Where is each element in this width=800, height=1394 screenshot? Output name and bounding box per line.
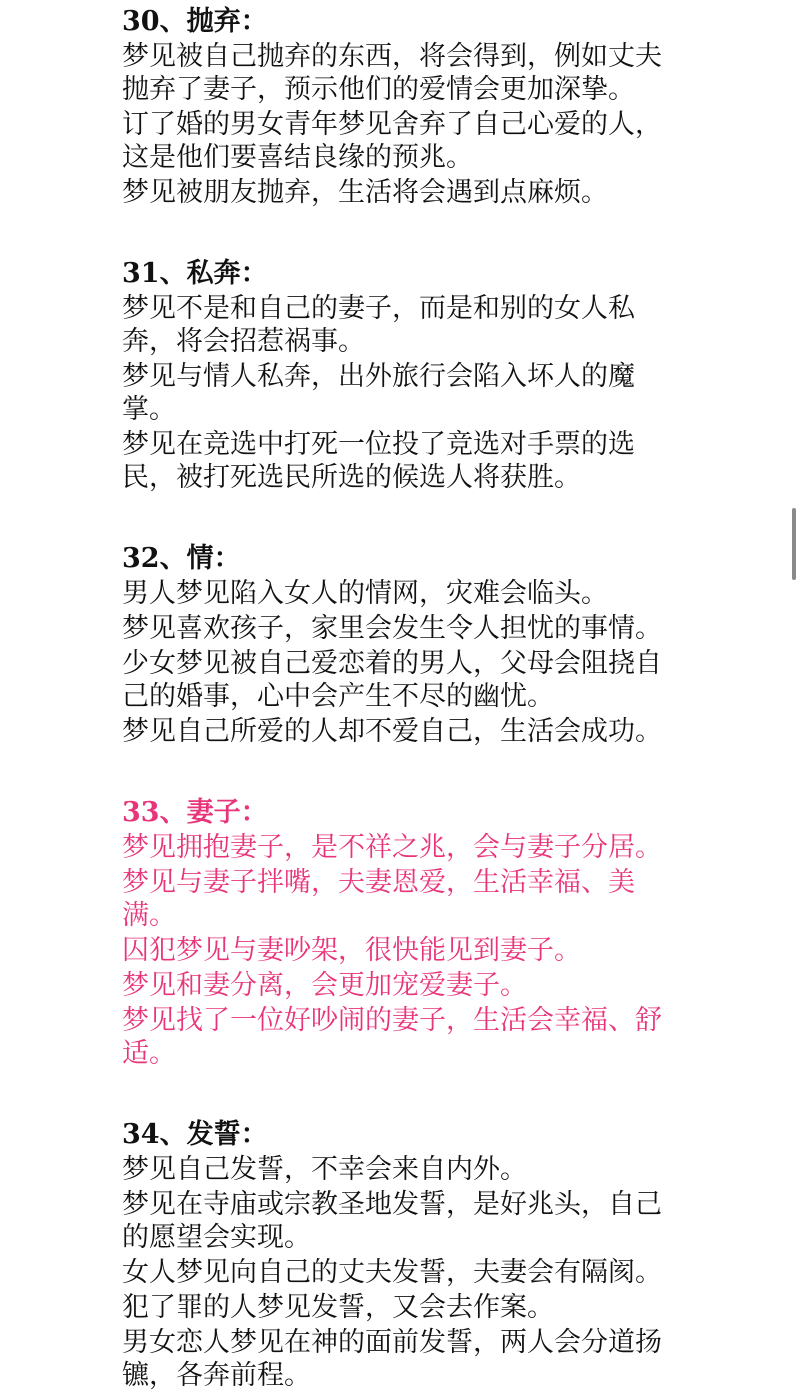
paragraph: 梦见和妻分离，会更加宠爱妻子。 — [122, 970, 527, 1001]
paragraph: 梦见自己发誓，不幸会来自内外。 — [122, 1154, 527, 1185]
section-heading: 33、妻子： — [122, 797, 268, 828]
section-32-love — [122, 541, 682, 748]
paragraph: 少女梦见被自己爱恋着的男人，父母会阻挠自己的婚事，心中会产生不尽的幽忧。 — [122, 648, 662, 712]
paragraph: 订了婚的男女青年梦见舍弃了自己心爱的人，这是他们要喜结良缘的预兆。 — [122, 109, 662, 173]
paragraph: 男人梦见陷入女人的情网，灾难会临头。 — [122, 578, 608, 609]
section-heading: 32、情： — [122, 543, 241, 574]
section-gap — [122, 496, 682, 541]
section-heading: 31、私奔： — [122, 258, 268, 289]
vertical-scrollbar[interactable] — [792, 508, 796, 580]
paragraph: 梦见找了一位好吵闹的妻子，生活会幸福、舒适。 — [122, 1005, 662, 1069]
section-33-wife — [122, 795, 682, 1070]
paragraph: 梦见在竞选中打死一位投了竞选对手票的选民，被打死选民所选的候选人将获胜。 — [122, 429, 635, 493]
paragraph: 囚犯梦见与妻吵架，很快能见到妻子。 — [122, 935, 581, 966]
paragraph: 梦见被朋友抛弃，生活将会遇到点麻烦。 — [122, 177, 608, 208]
paragraph: 女人梦见向自己的丈夫发誓，夫妻会有隔阂。 — [122, 1257, 662, 1288]
article-body — [122, 4, 682, 1394]
paragraph: 男女恋人梦见在神的面前发誓，两人会分道扬镳，各奔前程。 — [122, 1327, 662, 1391]
paragraph: 梦见与情人私奔，出外旅行会陷入坏人的魔掌。 — [122, 361, 635, 425]
section-31-elope — [122, 256, 682, 494]
section-heading: 30、抛弃： — [122, 6, 268, 37]
paragraph: 梦见与妻子拌嘴，夫妻恩爱，生活幸福、美满。 — [122, 867, 635, 931]
paragraph: 梦见自己所爱的人却不爱自己，生活会成功。 — [122, 716, 662, 747]
paragraph: 梦见在寺庙或宗教圣地发誓，是好兆头，自己的愿望会实现。 — [122, 1189, 662, 1253]
paragraph: 梦见不是和自己的妻子，而是和别的女人私奔，将会招惹祸事。 — [122, 293, 635, 357]
paragraph: 梦见喜欢孩子，家里会发生令人担忧的事情。 — [122, 613, 662, 644]
paragraph: 梦见被自己抛弃的东西，将会得到，例如丈夫抛弃了妻子，预示他们的爱情会更加深挚。 — [122, 41, 662, 105]
section-34-swear — [122, 1117, 682, 1392]
section-30-abandon — [122, 4, 682, 209]
paragraph: 犯了罪的人梦见发誓，又会去作案。 — [122, 1292, 554, 1323]
section-heading: 34、发誓： — [122, 1119, 268, 1150]
section-gap — [122, 750, 682, 795]
section-gap — [122, 1072, 682, 1117]
section-gap — [122, 211, 682, 256]
paragraph: 梦见拥抱妻子，是不祥之兆，会与妻子分居。 — [122, 832, 662, 863]
